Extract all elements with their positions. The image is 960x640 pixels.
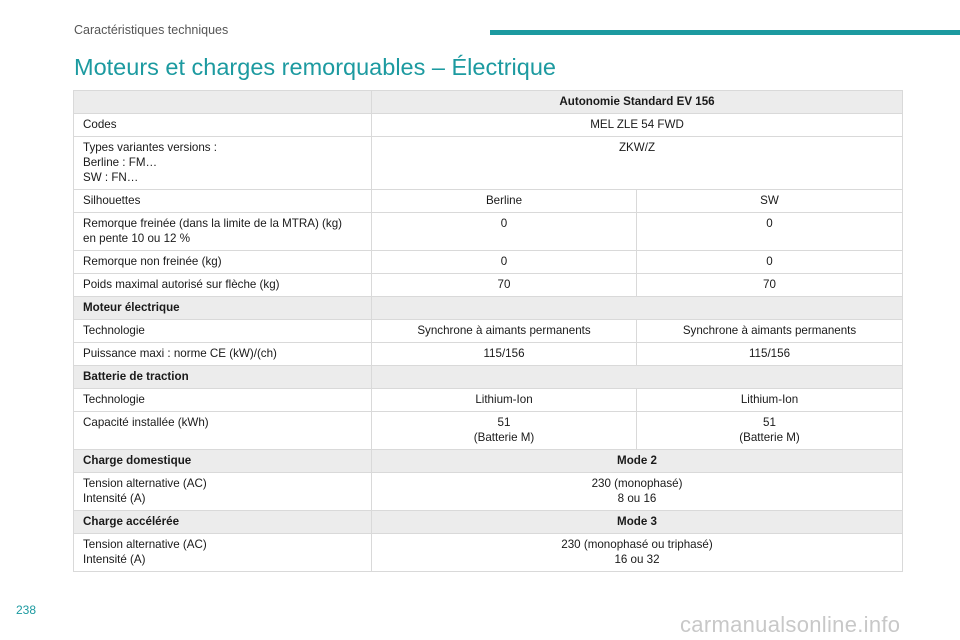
- section-label: Batterie de traction: [74, 366, 372, 389]
- table-row-tension-acceleree: [74, 534, 903, 572]
- table-header-row: [74, 91, 903, 114]
- table-row-tension-domestique: [74, 473, 903, 511]
- table-row-types: [74, 137, 903, 190]
- row-label: [74, 534, 372, 572]
- table-section-charge-domestique: [74, 450, 903, 473]
- section-label: Charge accélérée: [74, 511, 372, 534]
- table-row-poids-fleche: [74, 274, 903, 297]
- label-line: Types variantes versions :: [83, 141, 218, 154]
- value-line: 8 ou 16: [617, 492, 657, 505]
- label-line: Berline : FM…: [83, 156, 158, 169]
- row-label: Puissance maxi : norme CE (kW)/(ch): [74, 343, 372, 366]
- row-value-col2: Lithium-Ion: [637, 389, 903, 412]
- label-line: Tension alternative (AC): [83, 538, 207, 551]
- value-line: 51: [763, 416, 776, 429]
- row-value-col1: 70: [372, 274, 637, 297]
- table-section-moteur: [74, 297, 903, 320]
- row-value-col1: [372, 412, 637, 450]
- row-value-col2: SW: [637, 190, 903, 213]
- table-row-capacite: [74, 412, 903, 450]
- label-line: Intensité (A): [83, 492, 146, 505]
- row-label: [74, 473, 372, 511]
- row-value-col1: Synchrone à aimants permanents: [372, 320, 637, 343]
- spec-table: [73, 90, 903, 572]
- table-section-batterie: [74, 366, 903, 389]
- label-line: Tension alternative (AC): [83, 477, 207, 490]
- section-empty-cell: [372, 366, 903, 389]
- watermark: carmanualsonline.info: [680, 612, 901, 637]
- table-row-technologie-moteur: [74, 320, 903, 343]
- section-mode: Mode 3: [372, 511, 903, 534]
- page-number: 238: [16, 603, 37, 617]
- row-value-col2: 0: [637, 213, 903, 251]
- row-value-col1: 0: [372, 251, 637, 274]
- header-accent-bar: [490, 30, 960, 35]
- row-value: [372, 473, 903, 511]
- row-value: ZKW/Z: [372, 137, 903, 190]
- table-row-puissance: [74, 343, 903, 366]
- row-label: Poids maximal autorisé sur flèche (kg): [74, 274, 372, 297]
- label-line: SW : FN…: [83, 171, 139, 184]
- row-label: Codes: [74, 114, 372, 137]
- value-line: 16 ou 32: [614, 553, 660, 566]
- row-label: [74, 213, 372, 251]
- row-label: Technologie: [74, 389, 372, 412]
- section-mode: Mode 2: [372, 450, 903, 473]
- value-line: (Batterie M): [473, 431, 535, 444]
- row-value-col1: 0: [372, 213, 637, 251]
- row-value-col1: Lithium-Ion: [372, 389, 637, 412]
- table-row-remorque-non-freinee: [74, 251, 903, 274]
- table-section-charge-acceleree: [74, 511, 903, 534]
- row-label: Technologie: [74, 320, 372, 343]
- value-line: 230 (monophasé ou triphasé): [561, 538, 713, 551]
- table-row-codes: [74, 114, 903, 137]
- value-line: 51: [497, 416, 511, 429]
- column-header: Autonomie Standard EV 156: [372, 91, 903, 114]
- row-label: Remorque non freinée (kg): [74, 251, 372, 274]
- section-label: Moteur électrique: [74, 297, 372, 320]
- label-line: en pente 10 ou 12 %: [83, 232, 191, 245]
- row-value-col2: 0: [637, 251, 903, 274]
- section-label: Charge domestique: [74, 450, 372, 473]
- table-row-silhouettes: [74, 190, 903, 213]
- table-header-empty-cell: [74, 91, 372, 114]
- row-value: MEL ZLE 54 FWD: [372, 114, 903, 137]
- header-section-title: Caractéristiques techniques: [74, 23, 229, 37]
- section-empty-cell: [372, 297, 903, 320]
- row-label: [74, 137, 372, 190]
- row-value-col2: [637, 412, 903, 450]
- row-label: Capacité installée (kWh): [74, 412, 372, 450]
- row-value-col1: Berline: [372, 190, 637, 213]
- label-line: Intensité (A): [83, 553, 146, 566]
- table-row-remorque-freinee: [74, 213, 903, 251]
- row-value: [372, 534, 903, 572]
- row-label: Silhouettes: [74, 190, 372, 213]
- value-line: 230 (monophasé): [591, 477, 683, 490]
- table-row-technologie-batterie: [74, 389, 903, 412]
- row-value-col2: 70: [637, 274, 903, 297]
- page-title: Moteurs et charges remorquables – Électrique: [74, 54, 556, 80]
- value-line: (Batterie M): [739, 431, 800, 444]
- label-line: Remorque freinée (dans la limite de la MTRA) (kg): [83, 217, 343, 230]
- row-value-col2: 115/156: [637, 343, 903, 366]
- row-value-col2: Synchrone à aimants permanents: [637, 320, 903, 343]
- row-value-col1: 115/156: [372, 343, 637, 366]
